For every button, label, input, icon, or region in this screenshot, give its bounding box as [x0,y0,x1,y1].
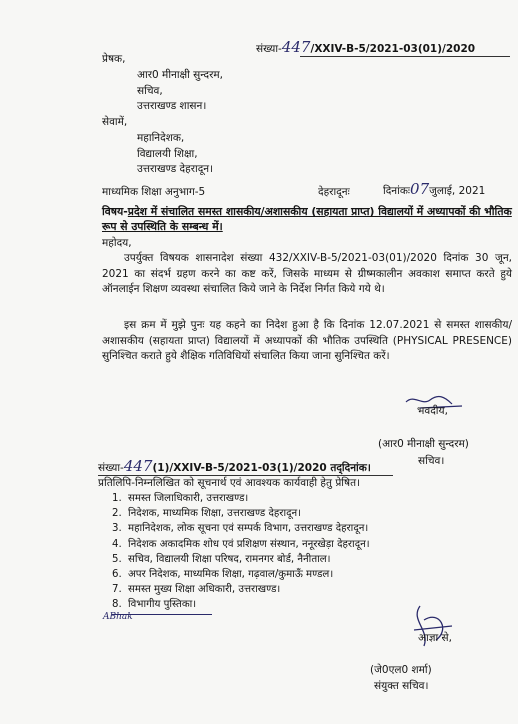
date-rest: जुलाई, 2021 [429,185,486,197]
list-item: 3. महानिदेशक, लोक सूचना एवं सम्पर्क विभाग, उत्तराखण्ड देहरादून। [112,523,369,535]
sender-name: आर0 मीनाक्षी सुन्दरम, [137,69,224,81]
list-item: 2. निदेशक, माध्यमिक शिक्षा, उत्तराखण्ड देहरादून। [112,508,302,520]
reference-handwritten-number: 447 [281,38,311,56]
body-paragraph-2 [102,318,512,365]
recipient-label: सेवामें, [102,116,128,128]
list-item: 8. विभागीय पुस्तिका। [112,599,197,611]
sender-designation: सचिव, [137,85,163,97]
handwritten-initials: ABhak [103,612,133,622]
date-handwritten-day: 07 [410,180,430,198]
body-paragraph-2-text: इस क्रम में मुझे पुनः यह कहने का निदेश हुआ है कि दिनांक 12.07.2021 से समस्त शासकीय/अशासकीय (सहायता प्राप्त) विद्यालयों में अध्यापकों की भौतिक उपस्थिति (PHYSICAL PRESENCE) सुनिश्चित कराते हुये शैक्षिक गतिविधियों संचालित किया जाना सुनिश्चित करें। [102,319,512,362]
reference-number [256,40,475,56]
salutation: महोदय, [102,237,132,249]
signoff2-name: (जे0एल0 शर्मा) [370,664,432,676]
reference-suffix: /XXIV-B-5/2021-03(01)/2020 [310,43,476,55]
place: देहरादूनः [318,186,350,198]
section-name: माध्यमिक शिक्षा अनुभाग-5 [102,186,206,198]
reference-prefix: संख्या- [256,43,282,55]
endorsement-ref-prefix: संख्या- [98,462,124,474]
sender-office: उत्तराखण्ड शासन। [137,100,207,112]
endorsement-handwritten-number: 447 [123,457,153,475]
body-paragraph-1 [102,251,512,298]
list-item: 4. निदेशक अकादमिक शोध एवं प्रशिक्षण संस्थान, ननूरखेड़ा देहरादून। [112,538,370,550]
signoff-closing: भवदीय, [417,405,448,417]
subject [102,204,512,234]
sender-label: प्रेषक, [102,53,126,65]
recipient-line3: उत्तराखण्ड देहरादून। [137,163,214,175]
signoff-name: (आर0 मीनाक्षी सुन्दरम) [378,438,469,450]
signoff2-designation: संयुक्त सचिव। [374,680,429,692]
list-item: 1. समस्त जिलाधिकारी, उत्तराखण्ड। [112,493,249,504]
list-item: 6. अपर निदेशक, माध्यमिक शिक्षा, गढ़वाल/कुमाऊँ मण्डल। [112,569,334,581]
list-item: 7. समस्त मुख्य शिक्षा अधिकारी, उत्तराखण्ड। [112,584,281,596]
body-paragraph-1-text: उपर्युक्त विषयक शासनादेश संख्या 432/XXIV-B-5/2021-03(01)/2020 दिनांक 30 जून, 2021 का संदर्भ ग्रहण करने का कष्ट करें, जिसके माध्यम से ग्रीष्मकालीन अवकाश समाप्त करते हुये ऑनलाईन शिक्षण व्यवस्था संचालित किये जाने के निर्देश निर्गत किये गये थे। [102,252,512,295]
recipient-line1: महानिदेशक, [137,132,185,144]
order-line: आज्ञा से, [418,632,452,644]
list-item: 5. सचिव, विद्यालयी शिक्षा परिषद, रामनगर बोर्ड, नैनीताल। [112,553,331,565]
subject-label: विषय- [102,205,128,218]
date-label: दिनांकः [383,185,411,197]
endorsement-ref-suffix: (1)/XXIV-B-5/2021-03(1)/2020 तद्‌दिनांक। [152,462,371,474]
signoff-designation: सचिव। [418,455,445,467]
signature-2 [400,600,480,660]
date [383,182,485,198]
reference-underline [300,56,510,57]
recipient-line2: विद्यालयी शिक्षा, [137,148,198,160]
subject-text: प्रदेश में संचालित समस्त शासकीय/अशासकीय (सहायता प्राप्त) विद्यालयों में अध्यापकों की भौतिक रूप से उपस्थिति के सम्बन्ध में। [102,205,512,233]
distribution-list [112,491,370,613]
endorsement-intro: प्रतिलिपि-निम्नलिखित को सूचनार्थ एवं आवश्यक कार्यवाही हेतु प्रेषित। [98,477,361,489]
